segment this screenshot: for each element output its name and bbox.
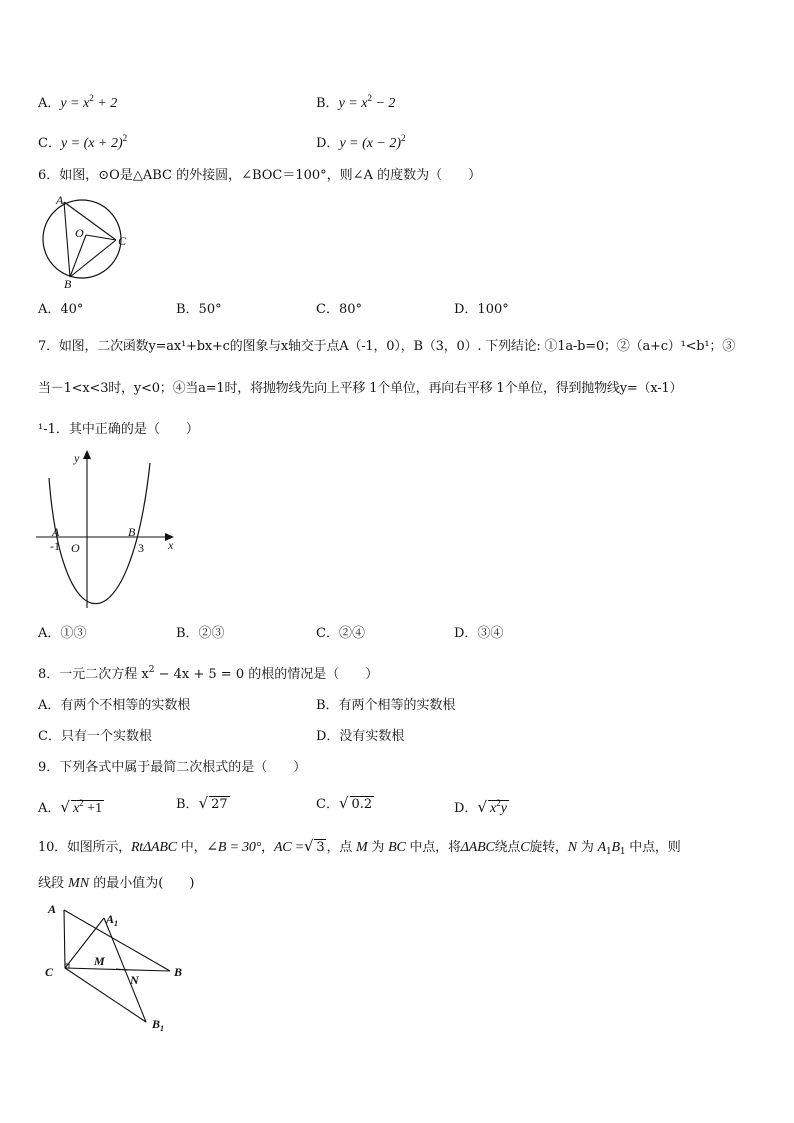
- side-ab: [64, 202, 70, 277]
- q7-stem-line2: 当－1<x<3时，y<0；④当a=1时，将抛物线先向上平移 1个单位，再向右平移 1个单位，得到抛物线y=（x-1）: [38, 381, 683, 396]
- label-a: A: [56, 193, 64, 207]
- q7-option-b: B．②③: [176, 626, 225, 641]
- y-axis-arrow: [83, 450, 91, 459]
- q7-option-c: C．②④: [316, 626, 365, 641]
- q9-option-a: A．√ $x^2 +1$: [38, 798, 103, 816]
- q6-option-b: B．50°: [176, 302, 222, 317]
- label-b1: $B_1$: [152, 1017, 165, 1033]
- q7-stem-line1: 7．如图，二次函数y=ax¹+bx+c的图象与x轴交于点A（-1，0），B（3，0）. 下列结论: ①1a-b=0；②（a+c）¹<b¹；③: [38, 339, 736, 354]
- q6-option-c: C．80°: [316, 302, 362, 317]
- q8-option-d: D．没有实数根: [316, 729, 405, 744]
- label-y: y: [74, 451, 80, 465]
- q10-stem-line2: 线段 MN 的最小值为( ): [38, 876, 195, 891]
- label-x: x: [168, 538, 174, 552]
- label-3: 3: [138, 541, 144, 555]
- q8-option-a: A．有两个不相等的实数根: [38, 698, 191, 713]
- q8-option-b: B．有两个相等的实数根: [316, 698, 456, 713]
- label-n: N: [130, 973, 139, 987]
- q8-stem: 8．一元二次方程 $x^2 - 4x + 5 = 0$ 的根的情况是（ ）: [38, 665, 379, 682]
- label-a: A: [48, 902, 57, 916]
- q6-circle-figure: [36, 192, 136, 292]
- label-a1: $A_1$: [106, 912, 119, 928]
- q9-option-d: D．√ $x^2y$: [454, 798, 507, 816]
- q7-option-d: D．③④: [454, 626, 504, 641]
- q5-option-b: B．$y = x^2 - 2$: [316, 93, 396, 111]
- side-ac: [64, 202, 116, 240]
- q5-option-d: D．$y = (x - 2)^2$: [316, 133, 406, 151]
- q7-parabola-figure: [34, 448, 184, 618]
- label-m: M: [94, 954, 105, 968]
- q8-option-c: C．只有一个实数根: [38, 729, 152, 744]
- label-o: O: [75, 226, 84, 240]
- label-a: A: [52, 525, 60, 539]
- label-b: B: [174, 965, 183, 979]
- q10-stem-line1: 10．如图所示，RtΔABC 中，∠B = 30°，AC =√ 3 ，点 M 为 BC 中点，将ΔABC绕点C旋转，N 为 $A_1B_1$ 中点，则: [38, 837, 681, 857]
- q6-option-a: A．40°: [38, 302, 84, 317]
- side-ca: [64, 910, 65, 968]
- label-c: C: [118, 234, 127, 248]
- q9-option-c: C．√ 0.2: [316, 794, 373, 812]
- q10-rotation-figure: [40, 900, 200, 1040]
- q6-stem: 6．如图，⊙O是△ABC 的外接圆，∠BOC＝100°，则∠A 的度数为（ ）: [38, 168, 482, 183]
- label-b: B: [128, 525, 136, 539]
- q9-stem: 9．下列各式中属于最简二次根式的是（ ）: [38, 760, 307, 775]
- q7-option-a: A．①③: [38, 626, 87, 641]
- q7-stem-line3: ¹-1．其中正确的是（ ）: [38, 422, 199, 437]
- q9-option-b: B．√ 27: [176, 794, 228, 812]
- label-neg1: -1: [50, 539, 60, 553]
- label-b: B: [64, 277, 72, 291]
- label-o: O: [71, 541, 80, 555]
- label-c: C: [45, 965, 54, 979]
- q5-option-c: C．$y = (x + 2)^2$: [38, 133, 128, 151]
- radius-oc: [86, 235, 116, 240]
- q6-option-d: D．100°: [454, 302, 509, 317]
- q5-option-a: A．$y = x^2 + 2$: [38, 93, 118, 111]
